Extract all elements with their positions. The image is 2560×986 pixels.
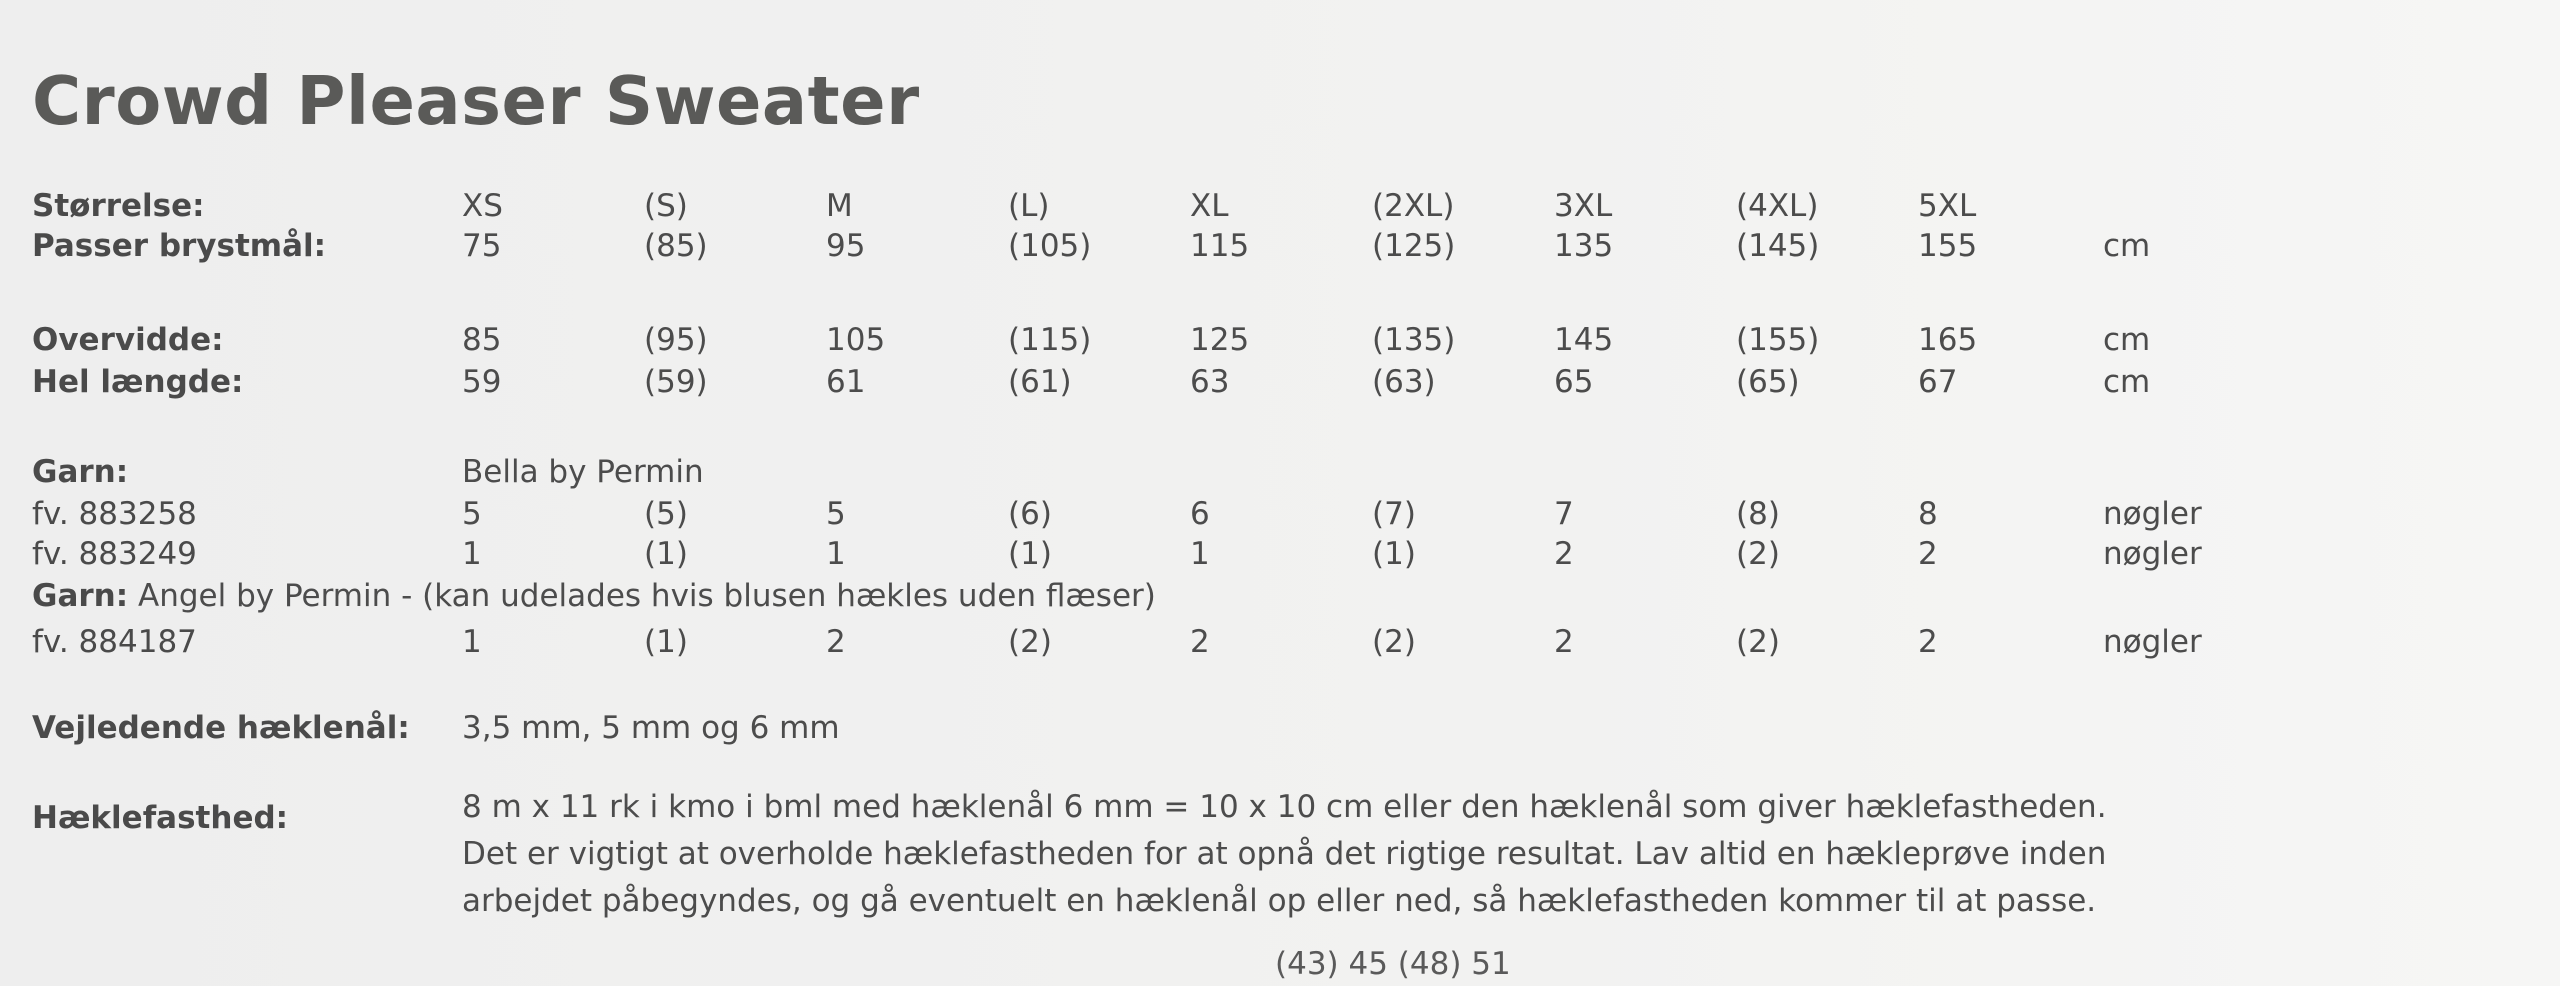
size-cell: 165 [1918,322,1978,358]
size-cell: XL [1190,188,1229,224]
size-cell: (115) [1008,322,1092,358]
row-label: Overvidde: [32,322,224,358]
unit-label: cm [2103,228,2151,264]
size-cell: (135) [1372,322,1456,358]
size-cell: (7) [1372,496,1416,532]
gauge-label: Hæklefasthed: [32,800,289,836]
size-cell: (1) [644,624,688,660]
size-cell: (6) [1008,496,1052,532]
size-cell: 7 [1554,496,1574,532]
size-cell: 65 [1554,364,1594,400]
size-cell: 1 [462,624,482,660]
size-cell: 6 [1190,496,1210,532]
size-cell: (65) [1736,364,1800,400]
size-cell: (2) [1736,624,1780,660]
size-cell: 2 [1554,624,1574,660]
size-cell: 1 [826,536,846,572]
size-cell: 1 [1190,536,1210,572]
bust-row [0,226,2400,266]
size-cell: 125 [1190,322,1250,358]
row-label: Størrelse: [32,188,205,224]
size-cell: (63) [1372,364,1436,400]
size-cell: 5 [462,496,482,532]
yarn-brand: Bella by Permin [462,454,704,490]
length-row [0,362,2400,402]
size-cell: 59 [462,364,502,400]
page-title: Crowd Pleaser Sweater [32,62,920,140]
size-cell: 2 [1190,624,1210,660]
size-cell: 67 [1918,364,1958,400]
unit-label: nøgler [2103,624,2202,660]
size-cell: 2 [826,624,846,660]
size-cell: (8) [1736,496,1780,532]
size-cell: (95) [644,322,708,358]
size-cell: (1) [644,536,688,572]
size-cell: 2 [1918,624,1938,660]
size-cell: XS [462,188,503,224]
row-label: fv. 883249 [32,536,197,572]
size-cell: (155) [1736,322,1820,358]
gauge-line: 8 m x 11 rk i kmo i bml med hæklenål 6 mm = 10 x 10 cm eller den hæklenål som giver hæklefastheden. [462,789,2107,825]
size-cell: (4XL) [1736,188,1819,224]
row-label: fv. 884187 [32,624,197,660]
size-cell: 155 [1918,228,1978,264]
width-row [0,320,2400,360]
size-cell: (2) [1008,624,1052,660]
size-cell: 5 [826,496,846,532]
size-cell: 85 [462,322,502,358]
cutoff-text: (43) 45 (48) 51 [1275,946,1511,982]
size-cell: 105 [826,322,886,358]
hook-label: Vejledende hæklenål: [32,710,410,746]
size-cell: (5) [644,496,688,532]
size-cell: (2XL) [1372,188,1455,224]
size-cell: (61) [1008,364,1072,400]
unit-label: cm [2103,364,2151,400]
size-cell: (2) [1736,536,1780,572]
size-cell: (59) [644,364,708,400]
yarn-label: Garn: [32,578,129,614]
yarn-angel-text: Angel by Permin - (kan udelades hvis blusen hækles uden flæser) [138,578,1156,614]
gauge-paragraph [462,784,2262,925]
size-cell: 61 [826,364,866,400]
row-label: Hel længde: [32,364,244,400]
size-cell: 2 [1918,536,1938,572]
unit-label: nøgler [2103,496,2202,532]
unit-label: nøgler [2103,536,2202,572]
size-cell: 95 [826,228,866,264]
size-cell: (L) [1008,188,1050,224]
color-883258-row [0,494,2400,534]
row-label: fv. 883258 [32,496,197,532]
size-cell: 135 [1554,228,1614,264]
hook-value: 3,5 mm, 5 mm og 6 mm [462,710,840,746]
cutoff-line [0,946,2560,986]
gauge-line: arbejdet påbegyndes, og gå eventuelt en hæklenål op eller ned, så hæklefastheden kommer til at passe. [462,883,2097,919]
size-cell: 8 [1918,496,1938,532]
size-cell: (125) [1372,228,1456,264]
size-cell: 145 [1554,322,1614,358]
size-cell: 1 [462,536,482,572]
size-cell: (1) [1008,536,1052,572]
size-cell: (105) [1008,228,1092,264]
size-cell: (S) [644,188,688,224]
hook-row [0,708,2400,748]
size-cell: (145) [1736,228,1820,264]
size-cell: (2) [1372,624,1416,660]
size-row [0,186,2400,226]
size-cell: (1) [1372,536,1416,572]
yarn-label: Garn: [32,454,129,490]
color-884187-row [0,622,2400,662]
unit-label: cm [2103,322,2151,358]
size-cell: 63 [1190,364,1230,400]
size-cell: 75 [462,228,502,264]
size-cell: 2 [1554,536,1574,572]
color-883249-row [0,534,2400,574]
yarn-bella-row [0,452,2400,492]
row-label: Passer brystmål: [32,228,327,264]
size-cell: 115 [1190,228,1250,264]
size-cell: 5XL [1918,188,1977,224]
gauge-line: Det er vigtigt at overholde hæklefastheden for at opnå det rigtige resultat. Lav altid en hækleprøve inden [462,836,2107,872]
size-cell: (85) [644,228,708,264]
size-cell: M [826,188,853,224]
yarn-angel-row [0,576,2400,616]
size-cell: 3XL [1554,188,1613,224]
